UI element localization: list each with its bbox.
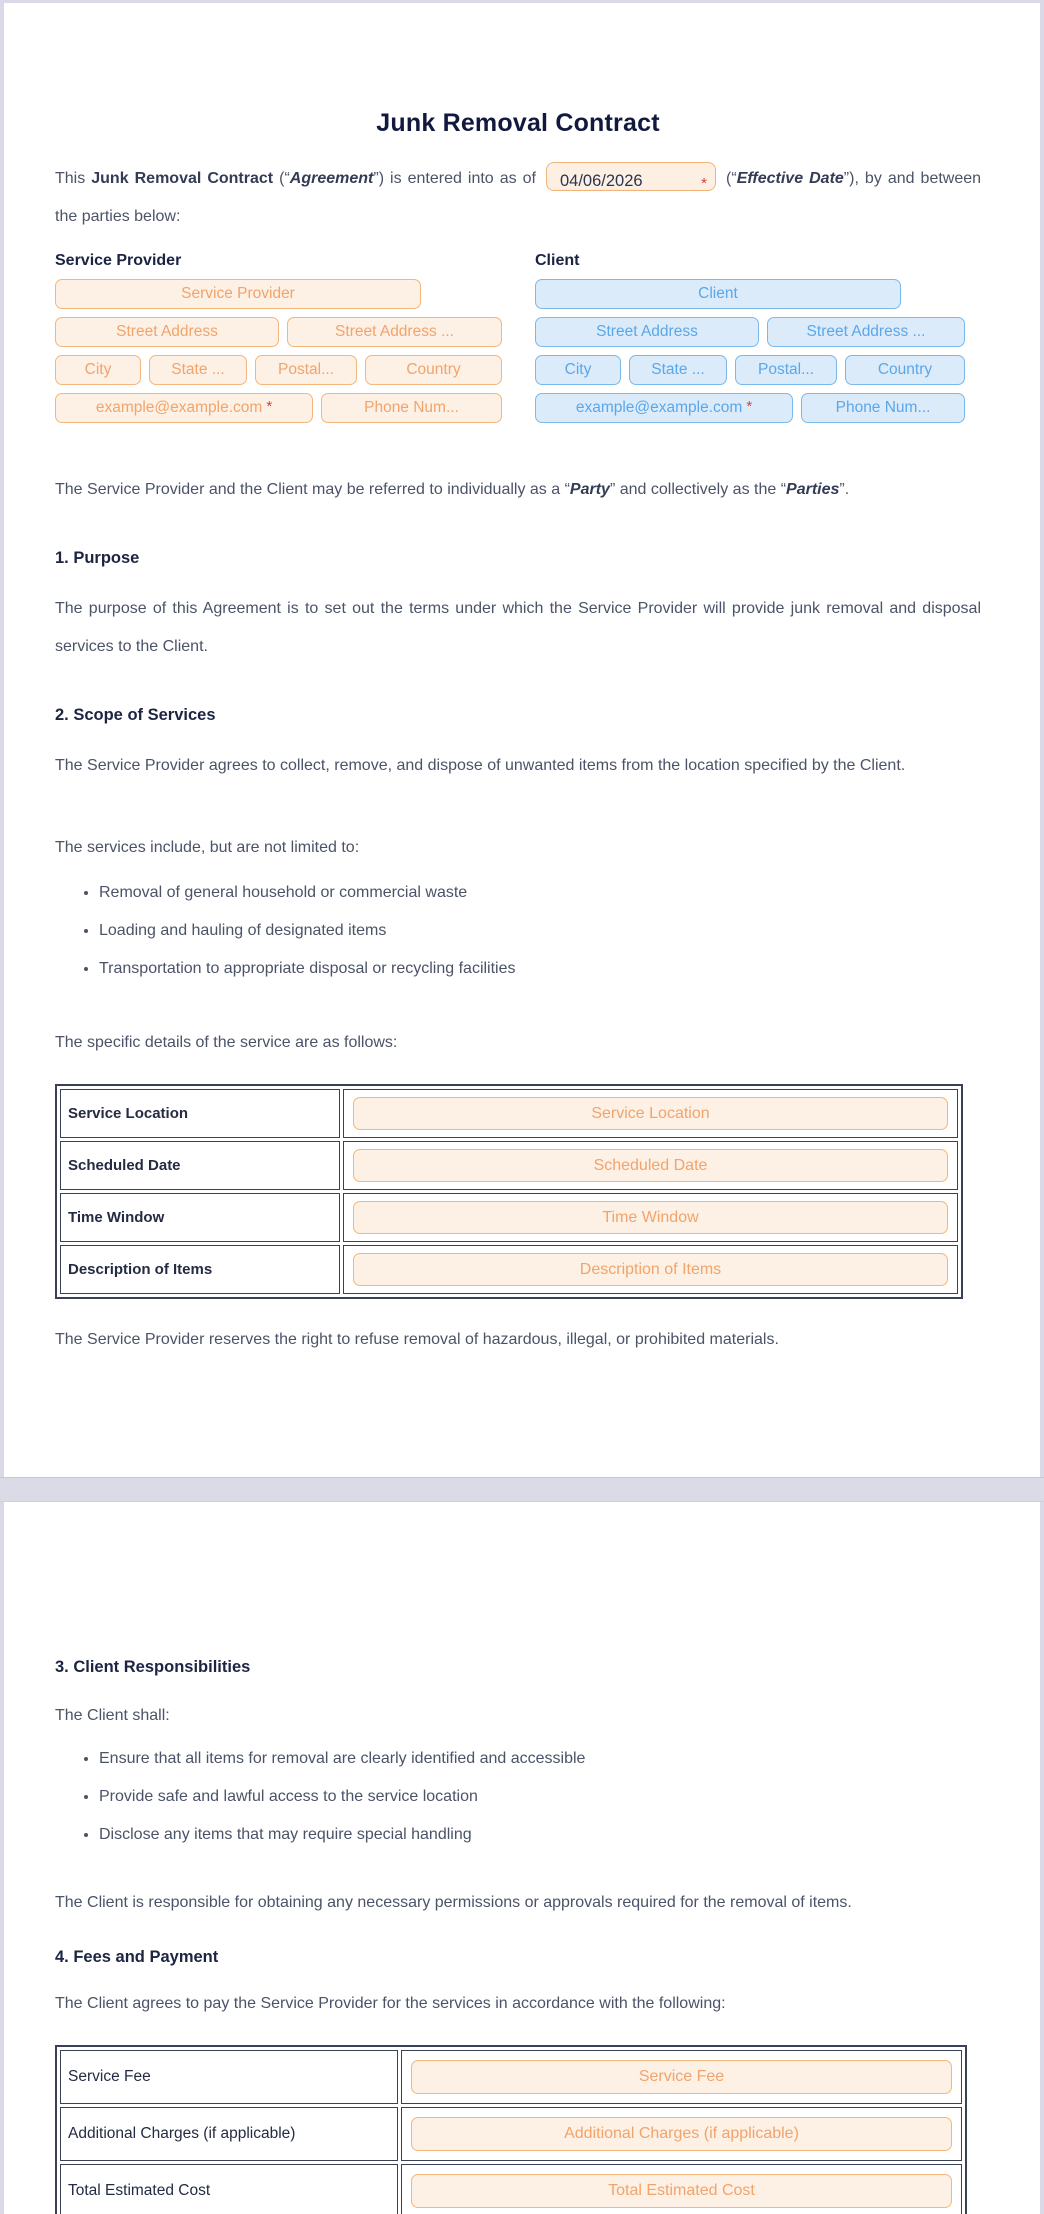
document-title: Junk Removal Contract [376,109,660,137]
provider-country-input[interactable]: Country [365,355,502,385]
contract-page-1 [4,3,1040,1477]
service-fee-input[interactable]: Service Fee [411,2060,952,2094]
client-phone-input[interactable]: Phone Num... [801,393,965,423]
time-window-input[interactable]: Time Window [353,1201,948,1234]
section-2-heading: 2. Scope of Services [55,706,216,724]
row-label: Service Fee [60,2050,398,2104]
service-details-table [55,1084,963,1299]
provider-postal-input[interactable]: Postal... [255,355,357,385]
effective-date-value: 04/06/2026 [560,172,643,191]
required-asterisk: * [701,175,707,193]
row-label: Time Window [60,1193,340,1242]
provider-state-input[interactable]: State ... [149,355,247,385]
list-item: • Transportation to appropriate disposal or recycling facilities [99,957,981,980]
table-row [60,2107,962,2161]
parties-section [55,252,981,431]
client-street2-input[interactable]: Street Address ... [767,317,965,347]
list-item: • Ensure that all items for removal are clearly identified and accessible [99,1747,981,1770]
section-4-heading: 4. Fees and Payment [55,1948,219,1966]
row-label: Total Estimated Cost [60,2164,398,2214]
section-1-paragraph: The purpose of this Agreement is to set out the terms under which the Service Provider will provide junk removal and disposal services to the Client. [55,600,981,655]
service-provider-block [55,252,502,431]
services-list [55,881,981,980]
provider-email-input[interactable]: example@example.com * [55,393,313,423]
list-item: • Loading and hauling of designated items [99,919,981,942]
section-3-paragraph-2: The Client is responsible for obtaining any necessary permissions or approvals required for the removal of items. [55,1894,852,1911]
provider-phone-input[interactable]: Phone Num... [321,393,502,423]
parties-note: The Service Provider and the Client may be referred to individually as a “Party” and collectively as the “Parties”. [55,481,850,498]
provider-street2-input[interactable]: Street Address ... [287,317,502,347]
additional-charges-input[interactable]: Additional Charges (if applicable) [411,2117,952,2151]
client-state-input[interactable]: State ... [629,355,727,385]
list-item: • Disclose any items that may require special handling [99,1823,981,1846]
effective-date-input[interactable] [546,162,716,191]
row-label: Scheduled Date [60,1141,340,1190]
description-of-items-input[interactable]: Description of Items [353,1253,948,1286]
required-asterisk: * [266,397,273,415]
table-row [60,1141,958,1190]
row-label: Additional Charges (if applicable) [60,2107,398,2161]
client-country-input[interactable]: Country [845,355,965,385]
total-estimated-cost-input[interactable]: Total Estimated Cost [411,2174,952,2208]
table-row [60,2050,962,2104]
client-street-input[interactable]: Street Address [535,317,759,347]
client-name-input[interactable]: Client [535,279,901,309]
section-2-paragraph-2: The services include, but are not limited to: [55,839,360,856]
client-city-input[interactable]: City [535,355,621,385]
section-2-paragraph-3: The specific details of the service are as follows: [55,1034,398,1051]
table-row [60,1245,958,1294]
client-responsibilities-list [55,1747,981,1846]
client-block [535,252,965,431]
list-item: • Provide safe and lawful access to the service location [99,1785,981,1808]
section-4-paragraph-1: The Client agrees to pay the Service Provider for the services in accordance with the following: [55,1995,726,2012]
client-heading: Client [535,252,580,269]
section-3-heading: 3. Client Responsibilities [55,1658,251,1676]
provider-city-input[interactable]: City [55,355,141,385]
section-2-paragraph-4: The Service Provider reserves the right to refuse removal of hazardous, illegal, or prohibited materials. [55,1331,779,1348]
section-3-paragraph-1: The Client shall: [55,1707,170,1724]
list-item: • Removal of general household or commercial waste [99,881,981,904]
page-break-gap [0,1477,1044,1502]
client-postal-input[interactable]: Postal... [735,355,837,385]
intro-paragraph [55,160,981,236]
intro-text-before: This Junk Removal Contract (“Agreement”) is entered into as of [55,170,542,187]
required-asterisk: * [746,397,753,415]
table-row [60,1193,958,1242]
scheduled-date-input[interactable]: Scheduled Date [353,1149,948,1182]
section-1-heading: 1. Purpose [55,549,140,567]
row-label: Description of Items [60,1245,340,1294]
provider-name-input[interactable]: Service Provider [55,279,421,309]
intro-text-after: (“Effective Date”), by and between the parties below: [55,170,982,225]
provider-street-input[interactable]: Street Address [55,317,279,347]
service-location-input[interactable]: Service Location [353,1097,948,1130]
table-row [60,1089,958,1138]
section-2-paragraph-1: The Service Provider agrees to collect, remove, and dispose of unwanted items from the location specified by the Client. [55,757,906,774]
row-label: Service Location [60,1089,340,1138]
client-email-input[interactable]: example@example.com * [535,393,793,423]
table-row [60,2164,962,2214]
fees-table [55,2045,967,2214]
contract-page-2 [4,1502,1040,2214]
service-provider-heading: Service Provider [55,252,182,269]
